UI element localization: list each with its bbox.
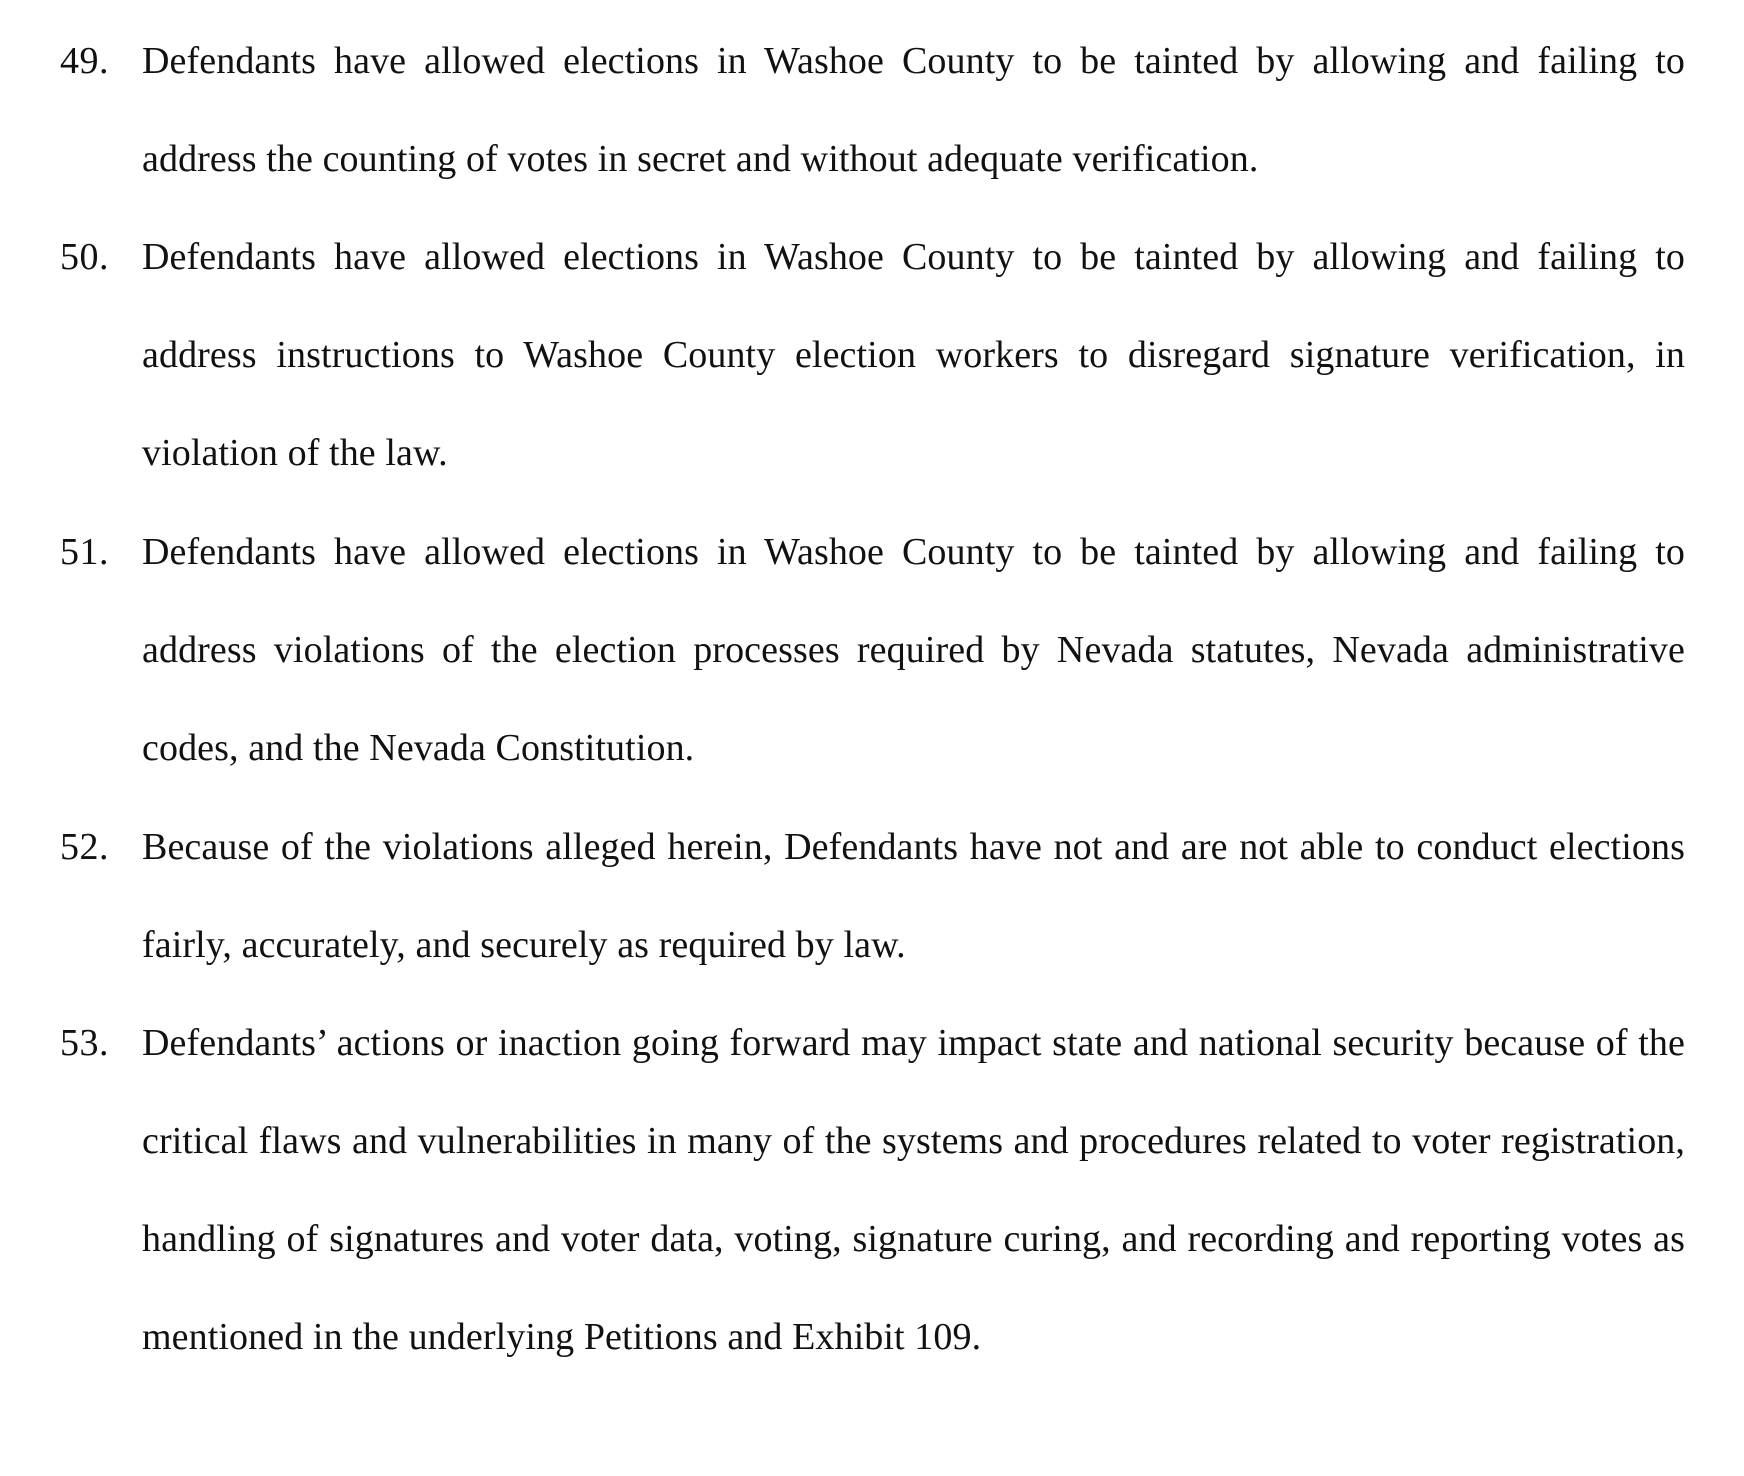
paragraph-number: 51.: [60, 531, 109, 573]
paragraph-49: [60, 12, 1685, 208]
paragraph-number: 49.: [60, 40, 109, 82]
paragraph-52: [60, 798, 1685, 994]
paragraph-text: Because of the violations alleged herein, Defendants have not and are not able to conduct elections fairly, accurately, and securely as required by law.: [142, 826, 1685, 966]
paragraph-text: Defendants have allowed elections in Washoe County to be tainted by allowing and failing to address violations of the election processes required by Nevada statutes, Nevada administrative codes, and the Nevada Constitution.: [142, 531, 1685, 769]
paragraph-text: Defendants have allowed elections in Washoe County to be tainted by allowing and failing to address the counting of votes in secret and without adequate verification.: [142, 40, 1685, 180]
paragraph-50: [60, 208, 1685, 502]
paragraph-number: 52.: [60, 826, 109, 868]
paragraph-51: [60, 503, 1685, 797]
paragraph-number: 53.: [60, 1022, 109, 1064]
paragraph-text: Defendants’ actions or inaction going forward may impact state and national security because of the critical flaws and vulnerabilities in many of the systems and procedures related to voter registration, handling of signatures and voter data, voting, signature curing, and recording and reporting votes as mentioned in the underlying Petitions and Exhibit 109.: [142, 1022, 1685, 1358]
paragraph-text: Defendants have allowed elections in Washoe County to be tainted by allowing and failing to address instructions to Washoe County election workers to disregard signature verification, in violation of the law.: [142, 236, 1685, 474]
paragraph-number: 50.: [60, 236, 109, 278]
paragraph-53: [60, 994, 1685, 1386]
